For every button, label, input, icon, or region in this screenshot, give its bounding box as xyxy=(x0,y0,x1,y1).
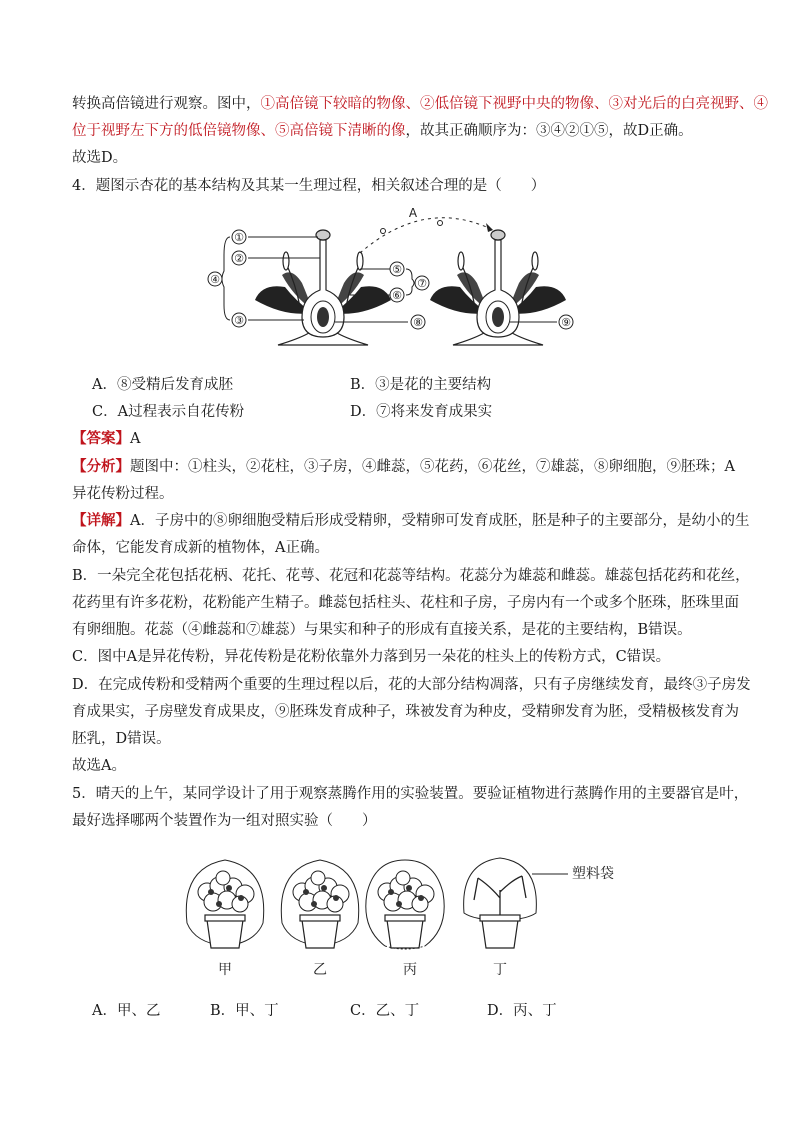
device-bing-icon xyxy=(366,860,444,949)
q4-detail-d3: 胚乳，D错误。 xyxy=(72,731,171,747)
q4-analysis-2: 异花传粉过程。 xyxy=(72,486,174,502)
q5-option-a: A．甲、乙 xyxy=(92,1003,161,1019)
q5-stem-2: 最好选择哪两个装置作为一组对照实验（ ） xyxy=(72,813,377,829)
device-yi-icon xyxy=(281,860,358,948)
analysis-text: 题图中：①柱头，②花柱，③子房，④雌蕊，⑤花药，⑥花丝，⑦雄蕊，⑧卵细胞，⑨胚珠；A xyxy=(130,459,735,475)
q4-detail-a1 xyxy=(72,511,749,531)
right-flower-icon xyxy=(430,230,566,345)
caption-bing: 丙 xyxy=(403,962,417,978)
label-7: ⑦ xyxy=(417,277,427,290)
prev-text: ，故其正确顺序为：③④②①⑤，故D正确。 xyxy=(405,123,693,139)
caption-jia: 甲 xyxy=(218,962,232,978)
q4-detail-d1: D．在完成传粉和受精两个重要的生理过程以后，花的大部分结构凋落，只有子房继续发育，最终③子房发 xyxy=(72,677,751,693)
label-8: ⑧ xyxy=(413,316,423,329)
prev-text-red: 位于视野左下方的低倍镜物像、⑤高倍镜下清晰的像 xyxy=(72,123,406,139)
label-9: ⑨ xyxy=(561,316,571,329)
prev-explanation-line-1 xyxy=(72,94,768,114)
answer-value: A xyxy=(130,431,141,447)
q4-detail-d2: 育成果实，子房壁发育成果皮，⑨胚珠发育成种子，珠被发育为种皮，受精卵发育为胚，受精极核发育为 xyxy=(72,704,739,720)
q4-flower-figure xyxy=(200,205,600,365)
q4-detail-b3: 有卵细胞。花蕊（④雌蕊和⑦雄蕊）与果实和种子的形成有直接关系，是花的主要结构，B错误。 xyxy=(72,622,692,638)
q4-option-a: A．⑧受精后发育成胚 xyxy=(92,377,233,393)
label-5: ⑤ xyxy=(392,263,402,276)
q5-option-b: B．甲、丁 xyxy=(210,1003,279,1019)
q5-stem-1: 5．晴天的上午，某同学设计了用于观察蒸腾作用的实验装置。要验证植物进行蒸腾作用的主要器官是叶， xyxy=(72,786,749,802)
q4-stem: 4．题图示杏花的基本结构及其某一生理过程，相关叙述合理的是（ ） xyxy=(72,178,546,194)
label-6: ⑥ xyxy=(392,289,402,302)
q5-option-c: C．乙、丁 xyxy=(350,1003,420,1019)
device-jia-icon xyxy=(186,860,263,948)
prev-choose: 故选D。 xyxy=(72,150,128,166)
q4-option-d: D．⑦将来发育成果实 xyxy=(350,404,493,420)
answer-tag: 【答案】 xyxy=(72,430,130,447)
device-ding-icon xyxy=(464,858,568,948)
left-flower-icon xyxy=(255,230,391,345)
q4-answer xyxy=(72,429,140,449)
label-3: ③ xyxy=(234,314,244,327)
q4-detail-a2: 命体，它能发育成新的植物体，A正确。 xyxy=(72,540,329,556)
q4-detail-b2: 花药里有许多花粉，花粉能产生精子。雌蕊包括柱头、花柱和子房，子房内有一个或多个胚珠，胚珠里面 xyxy=(72,595,739,611)
detail-tag: 【详解】 xyxy=(72,512,130,529)
q4-detail-c1: C．图中A是异花传粉，异花传粉是花粉依靠外力落到另一朵花的柱头上的传粉方式，C错误。 xyxy=(72,649,671,665)
caption-yi: 乙 xyxy=(313,962,327,978)
label-2: ② xyxy=(234,252,244,265)
q4-analysis-1 xyxy=(72,457,735,477)
q4-detail-b1: B．一朵完全花包括花柄、花托、花萼、花冠和花蕊等结构。花蕊分为雄蕊和雌蕊。雄蕊包括花药和花丝， xyxy=(72,568,750,584)
bag-label: 塑料袋 xyxy=(572,866,614,882)
prev-explanation-line-2 xyxy=(72,121,693,141)
q4-option-c: C．A过程表示自花传粉 xyxy=(92,404,245,420)
prev-text: 转换高倍镜进行观察。图中， xyxy=(72,96,261,112)
caption-ding: 丁 xyxy=(493,962,507,978)
q4-option-b: B．③是花的主要结构 xyxy=(350,377,492,393)
label-A: A xyxy=(408,206,418,220)
q5-option-d: D．丙、丁 xyxy=(487,1003,557,1019)
detail-text: A．子房中的⑧卵细胞受精后形成受精卵，受精卵可发育成胚，胚是种子的主要部分，是幼小的生 xyxy=(130,513,750,529)
analysis-tag: 【分析】 xyxy=(72,458,130,475)
q4-choose: 故选A。 xyxy=(72,758,126,774)
label-1: ① xyxy=(234,231,244,244)
prev-text-red: ①高倍镜下较暗的物像、②低倍镜下视野中央的物像、③对光后的白亮视野、④ xyxy=(260,96,768,112)
label-4: ④ xyxy=(210,273,220,286)
q5-apparatus-figure xyxy=(180,848,620,983)
